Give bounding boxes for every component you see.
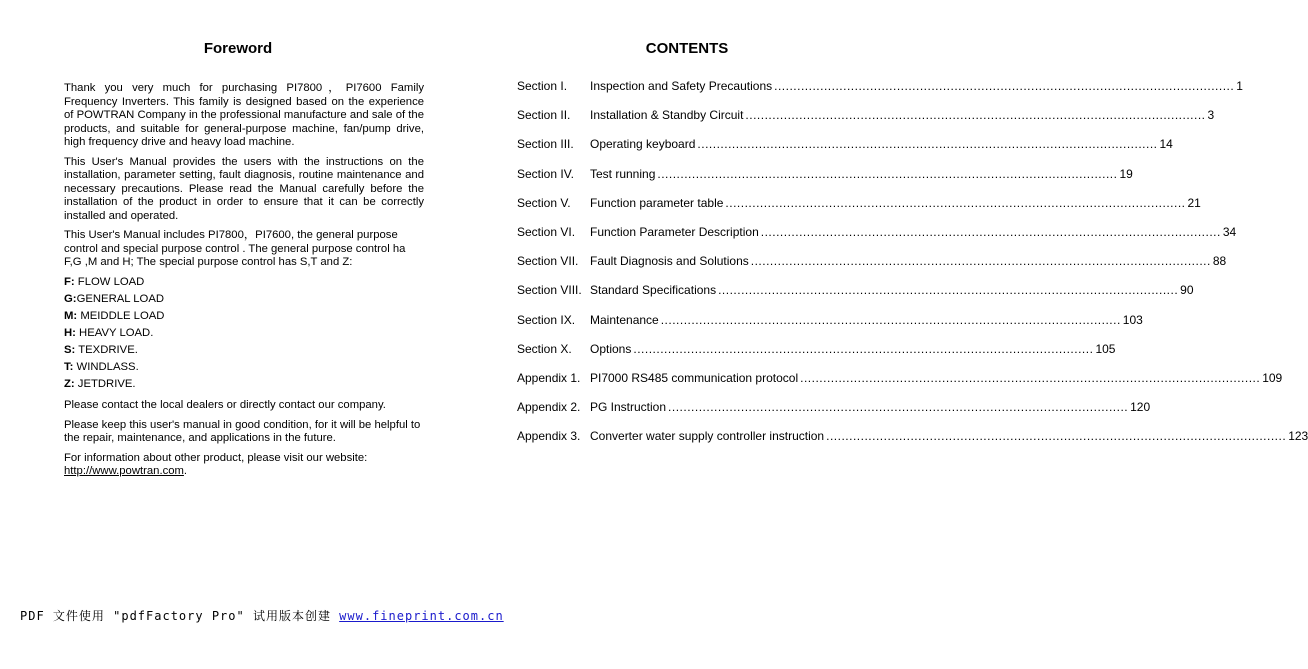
- toc-page-number: 109: [1262, 370, 1283, 385]
- contents-section: [517, 40, 1308, 458]
- foreword-paragraph-5: Please keep this user's manual in good condition, for it will be helpful to the repair, maintenance, and applications in the future.: [64, 418, 421, 444]
- toc-entry-title: Options: [590, 341, 632, 356]
- toc-page-number: 3: [1207, 108, 1215, 123]
- toc-leader-dots: ........................................................................................................................: [745, 108, 1206, 123]
- load-type-item: [64, 310, 424, 324]
- toc-page-number: 14: [1159, 137, 1173, 152]
- toc-page-number: 88: [1212, 254, 1227, 269]
- toc-section-label: Appendix 3.: [517, 429, 581, 444]
- toc-entry-title: Installation & Standby Circuit: [590, 108, 744, 123]
- foreword-title: Foreword: [203, 40, 273, 57]
- footer-text: PDF 文件使用 "pdfFactory Pro" 试用版本创建: [20, 609, 340, 623]
- load-type-code: G:: [64, 292, 77, 305]
- toc-entry-title: PG Instruction: [590, 400, 667, 415]
- toc-leader-dots: ........................................................................................................................: [633, 341, 1094, 356]
- toc-entry-title: Converter water supply controller instruction: [590, 429, 825, 444]
- toc-leader-dots: ........................................................................................................................: [660, 312, 1121, 327]
- load-type-text: GENERAL LOAD: [76, 292, 165, 305]
- toc-section-label: Section IX.: [517, 312, 576, 327]
- toc-entry[interactable]: [517, 79, 1243, 108]
- toc-leader-dots: ........................................................................................................................: [774, 79, 1235, 93]
- foreword-paragraph-4: Please contact the local dealers or directly contact our company.: [64, 399, 386, 411]
- toc-leader-dots: ........................................................................................................................: [750, 254, 1211, 269]
- toc-entry[interactable]: [517, 283, 1194, 312]
- toc-page-number: 19: [1119, 166, 1133, 181]
- toc-entry[interactable]: [517, 370, 1283, 400]
- load-type-item: [64, 378, 424, 392]
- load-type-text: TEXDRIVE.: [75, 343, 138, 356]
- toc-entry[interactable]: [517, 400, 1151, 429]
- toc-section-label: Appendix 1.: [517, 370, 581, 385]
- toc-entry-title: Fault Diagnosis and Solutions: [590, 254, 749, 269]
- toc-leader-dots: ........................................................................................................................: [725, 195, 1186, 210]
- website-link[interactable]: http://www.powtran.com: [64, 465, 184, 477]
- foreword-paragraph-6: [64, 452, 424, 479]
- load-type-text: MEIDDLE LOAD: [77, 309, 165, 322]
- toc-entry[interactable]: [517, 254, 1227, 283]
- toc-entry-title: Function Parameter Description: [590, 224, 759, 239]
- toc-page-number: 103: [1122, 312, 1143, 327]
- load-type-text: HEAVY LOAD.: [75, 326, 154, 339]
- toc-section-label: Section I.: [517, 79, 568, 93]
- toc-leader-dots: ........................................................................................................................: [800, 370, 1261, 385]
- toc-page-number: 123: [1288, 429, 1308, 444]
- website-period: .: [183, 465, 188, 477]
- load-type-text: FLOW LOAD: [74, 275, 145, 288]
- toc-section-label: Section VIII.: [517, 283, 582, 298]
- load-type-item: [64, 327, 424, 341]
- toc-leader-dots: ........................................................................................................................: [657, 166, 1118, 181]
- toc-entry-title: Standard Specifications: [590, 283, 717, 298]
- load-type-code: T:: [64, 360, 74, 373]
- toc-entry[interactable]: [517, 429, 1308, 458]
- toc-leader-dots: ........................................................................................................................: [718, 283, 1179, 298]
- toc-section-label: Section VI.: [517, 224, 576, 239]
- footer-link[interactable]: www.fineprint.com.cn: [339, 609, 504, 623]
- contents-title: CONTENTS: [645, 40, 729, 57]
- website-intro: For information about other product, please visit our website:: [64, 451, 368, 464]
- load-type-item: [64, 276, 424, 290]
- toc-section-label: Section VII.: [517, 254, 579, 269]
- toc-entry-title: PI7000 RS485 communication protocol: [590, 370, 799, 385]
- load-type-item: [64, 361, 424, 375]
- toc-page-number: 1: [1236, 79, 1243, 93]
- toc-entry-title: Inspection and Safety Precautions: [590, 79, 773, 93]
- toc-page-number: 90: [1180, 283, 1194, 298]
- foreword-paragraph-1: Thank you very much for purchasing PI7800，PI7600 Family Frequency Inverters. This family is designed based on the experience of POWTRAN Company in the professional manufacture and sale of the products, and suitable for general-purpose machine, fan/pump drive, high frequency drive and heavy load machine.: [64, 82, 424, 148]
- toc-section-label: Section X.: [517, 341, 572, 356]
- toc-entry[interactable]: [517, 137, 1173, 166]
- load-type-text: JETDRIVE.: [74, 377, 136, 390]
- foreword-paragraph-3: This User's Manual includes PI7800，PI7600, the general purpose control and special purpose control . The general purpose control ha F,G ,M and H; The special purpose control has S,T and Z:: [64, 229, 406, 268]
- load-type-code: S:: [64, 343, 76, 356]
- toc-entry-title: Maintenance: [590, 312, 659, 327]
- toc-section-label: Section II.: [517, 108, 571, 123]
- toc-page-number: 21: [1187, 195, 1201, 210]
- toc-page-number: 105: [1095, 341, 1116, 356]
- foreword-section: [64, 40, 424, 485]
- toc-entry[interactable]: [517, 341, 1116, 371]
- load-type-list: [64, 276, 424, 392]
- toc-entry[interactable]: [517, 195, 1201, 225]
- toc-entry[interactable]: [517, 224, 1237, 254]
- toc-leader-dots: ........................................................................................................................: [697, 137, 1158, 152]
- toc-entry[interactable]: [517, 108, 1215, 137]
- toc-page-number: 34: [1222, 224, 1237, 239]
- load-type-code: Z:: [64, 377, 75, 390]
- toc-leader-dots: ........................................................................................................................: [826, 429, 1287, 444]
- toc-page-number: 120: [1130, 400, 1151, 415]
- toc-entry-title: Test running: [590, 166, 656, 181]
- toc-entry[interactable]: [517, 312, 1143, 342]
- toc-section-label: Section IV.: [517, 166, 574, 181]
- toc-leader-dots: ........................................................................................................................: [668, 400, 1129, 415]
- load-type-code: H:: [64, 326, 76, 339]
- load-type-code: M:: [64, 309, 78, 322]
- toc-section-label: Section III.: [517, 137, 574, 152]
- pdf-footer: [20, 607, 504, 624]
- toc-entry-title: Operating keyboard: [590, 137, 696, 152]
- load-type-text: WINDLASS.: [73, 360, 139, 373]
- toc-entry-title: Function parameter table: [590, 195, 724, 210]
- load-type-item: [64, 293, 424, 307]
- load-type-item: [64, 344, 424, 358]
- toc-section-label: Appendix 2.: [517, 400, 581, 415]
- toc-entry[interactable]: [517, 166, 1133, 196]
- contents-list: [517, 79, 1308, 458]
- foreword-paragraph-2: This User's Manual provides the users with the instructions on the installation, parameter setting, fault diagnosis, routine maintenance and necessary precautions. Please read the Manual carefully before the installation of the product in order to ensure that it can be correctly installed and operated.: [64, 155, 424, 222]
- load-type-code: F:: [64, 275, 75, 288]
- toc-leader-dots: ........................................................................................................................: [760, 224, 1221, 239]
- toc-section-label: Section V.: [517, 195, 571, 210]
